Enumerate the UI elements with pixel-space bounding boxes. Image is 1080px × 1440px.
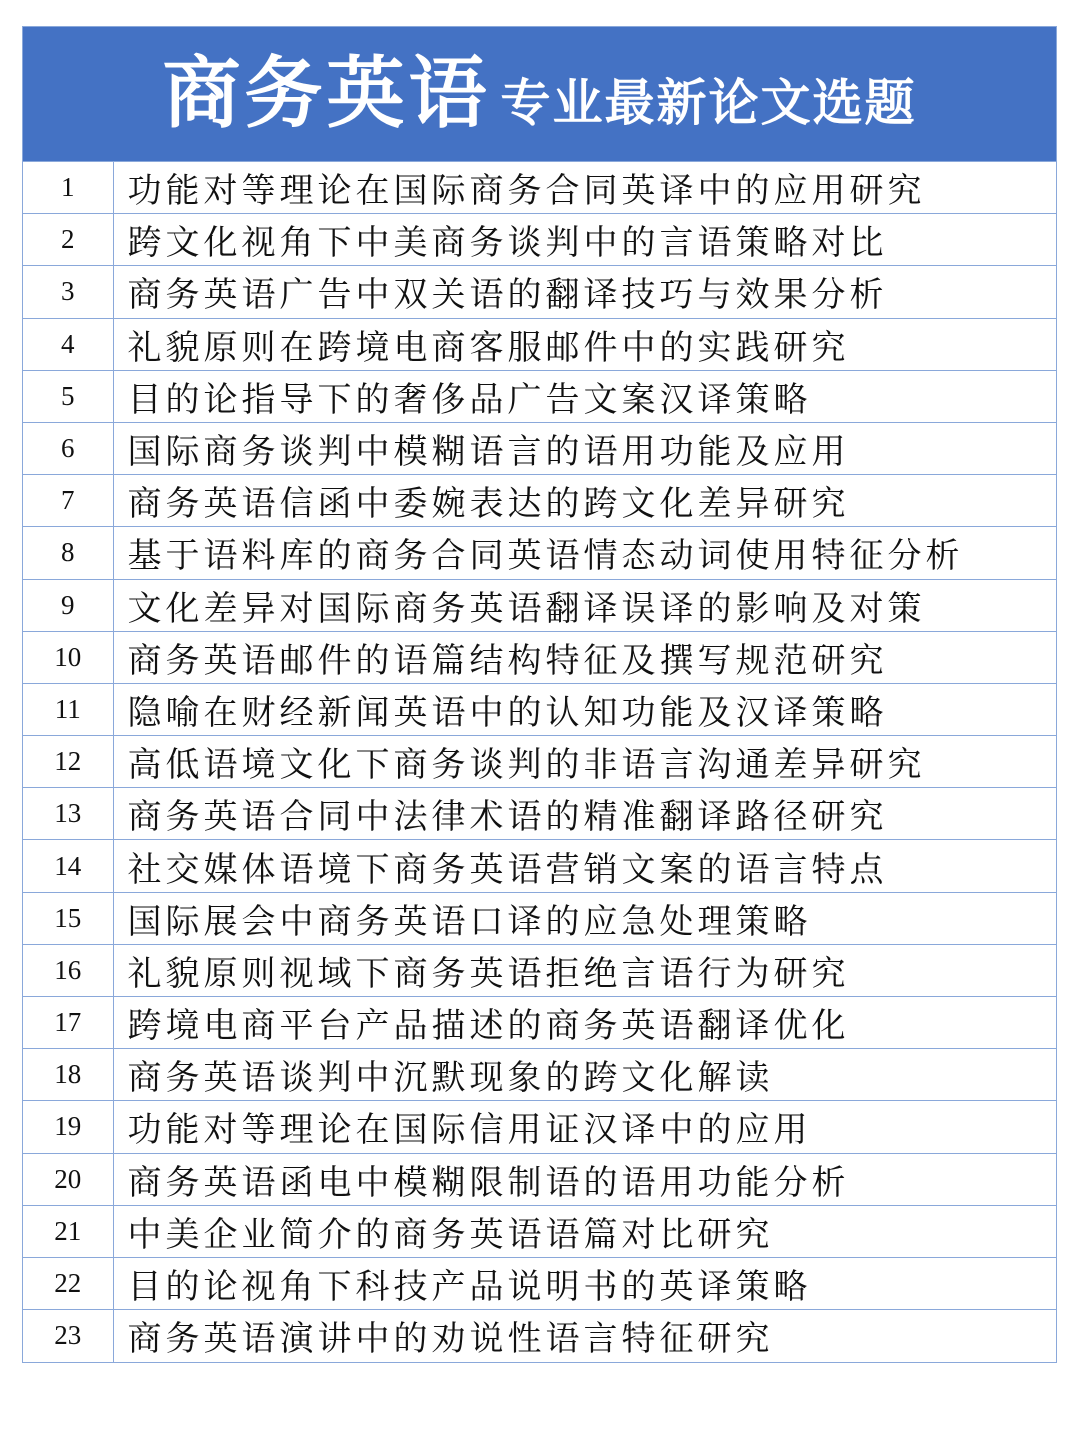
topic-title: 隐喻在财经新闻英语中的认知功能及汉译策略 (113, 683, 1056, 735)
row-number: 2 (23, 214, 113, 266)
topic-title: 文化差异对国际商务英语翻译误译的影响及对策 (113, 579, 1056, 631)
topic-title: 功能对等理论在国际信用证汉译中的应用 (113, 1101, 1056, 1153)
topic-title: 商务英语邮件的语篇结构特征及撰写规范研究 (113, 631, 1056, 683)
row-number: 17 (23, 997, 113, 1049)
row-number: 9 (23, 579, 113, 631)
table-row (23, 1153, 1056, 1205)
topic-title: 礼貌原则视域下商务英语拒绝言语行为研究 (113, 944, 1056, 996)
topic-title: 商务英语广告中双关语的翻译技巧与效果分析 (113, 266, 1056, 318)
topic-title: 国际商务谈判中模糊语言的语用功能及应用 (113, 422, 1056, 474)
page-title: 商务英语 (162, 49, 491, 139)
table-row (23, 1257, 1056, 1309)
row-number: 14 (23, 840, 113, 892)
row-number: 15 (23, 892, 113, 944)
topic-title: 商务英语信函中委婉表达的跨文化差异研究 (113, 475, 1056, 527)
topic-title: 跨境电商平台产品描述的商务英语翻译优化 (113, 997, 1056, 1049)
row-number: 22 (23, 1257, 113, 1309)
table-row (23, 318, 1056, 370)
table-row (23, 422, 1056, 474)
table-header (23, 27, 1056, 161)
topic-title: 商务英语谈判中沉默现象的跨文化解读 (113, 1049, 1056, 1101)
table-row (23, 683, 1056, 735)
table-row (23, 162, 1056, 214)
row-number: 8 (23, 527, 113, 579)
page-subtitle: 专业最新论文选题 (500, 74, 917, 132)
row-number: 3 (23, 266, 113, 318)
topic-title: 国际展会中商务英语口译的应急处理策略 (113, 892, 1056, 944)
table-row (23, 1049, 1056, 1101)
table-row (23, 892, 1056, 944)
topic-title: 礼貌原则在跨境电商客服邮件中的实践研究 (113, 318, 1056, 370)
row-number: 20 (23, 1153, 113, 1205)
topic-table (22, 26, 1057, 1363)
topic-list (23, 161, 1056, 1362)
table-row (23, 631, 1056, 683)
table-row (23, 840, 1056, 892)
topic-title: 基于语料库的商务合同英语情态动词使用特征分析 (113, 527, 1056, 579)
topic-title: 目的论视角下科技产品说明书的英译策略 (113, 1257, 1056, 1309)
topic-title: 功能对等理论在国际商务合同英译中的应用研究 (113, 162, 1056, 214)
table-row (23, 1101, 1056, 1153)
table-row (23, 527, 1056, 579)
row-number: 5 (23, 370, 113, 422)
table-row (23, 788, 1056, 840)
topic-title: 中美企业简介的商务英语语篇对比研究 (113, 1205, 1056, 1257)
topic-title: 商务英语函电中模糊限制语的语用功能分析 (113, 1153, 1056, 1205)
row-number: 11 (23, 683, 113, 735)
table-row (23, 1205, 1056, 1257)
table-row (23, 370, 1056, 422)
table-row (23, 736, 1056, 788)
table-row (23, 475, 1056, 527)
topic-title: 社交媒体语境下商务英语营销文案的语言特点 (113, 840, 1056, 892)
topic-title: 目的论指导下的奢侈品广告文案汉译策略 (113, 370, 1056, 422)
row-number: 19 (23, 1101, 113, 1153)
row-number: 1 (23, 162, 113, 214)
table-row (23, 944, 1056, 996)
row-number: 4 (23, 318, 113, 370)
row-number: 18 (23, 1049, 113, 1101)
row-number: 10 (23, 631, 113, 683)
topic-title: 高低语境文化下商务谈判的非语言沟通差异研究 (113, 736, 1056, 788)
topic-title: 跨文化视角下中美商务谈判中的言语策略对比 (113, 214, 1056, 266)
row-number: 6 (23, 422, 113, 474)
table-row (23, 997, 1056, 1049)
row-number: 12 (23, 736, 113, 788)
row-number: 13 (23, 788, 113, 840)
topic-title: 商务英语合同中法律术语的精准翻译路径研究 (113, 788, 1056, 840)
row-number: 21 (23, 1205, 113, 1257)
table-row (23, 214, 1056, 266)
row-number: 23 (23, 1310, 113, 1362)
row-number: 7 (23, 475, 113, 527)
topic-title: 商务英语演讲中的劝说性语言特征研究 (113, 1310, 1056, 1362)
table-row (23, 266, 1056, 318)
table-row (23, 579, 1056, 631)
table-row (23, 1310, 1056, 1362)
row-number: 16 (23, 944, 113, 996)
